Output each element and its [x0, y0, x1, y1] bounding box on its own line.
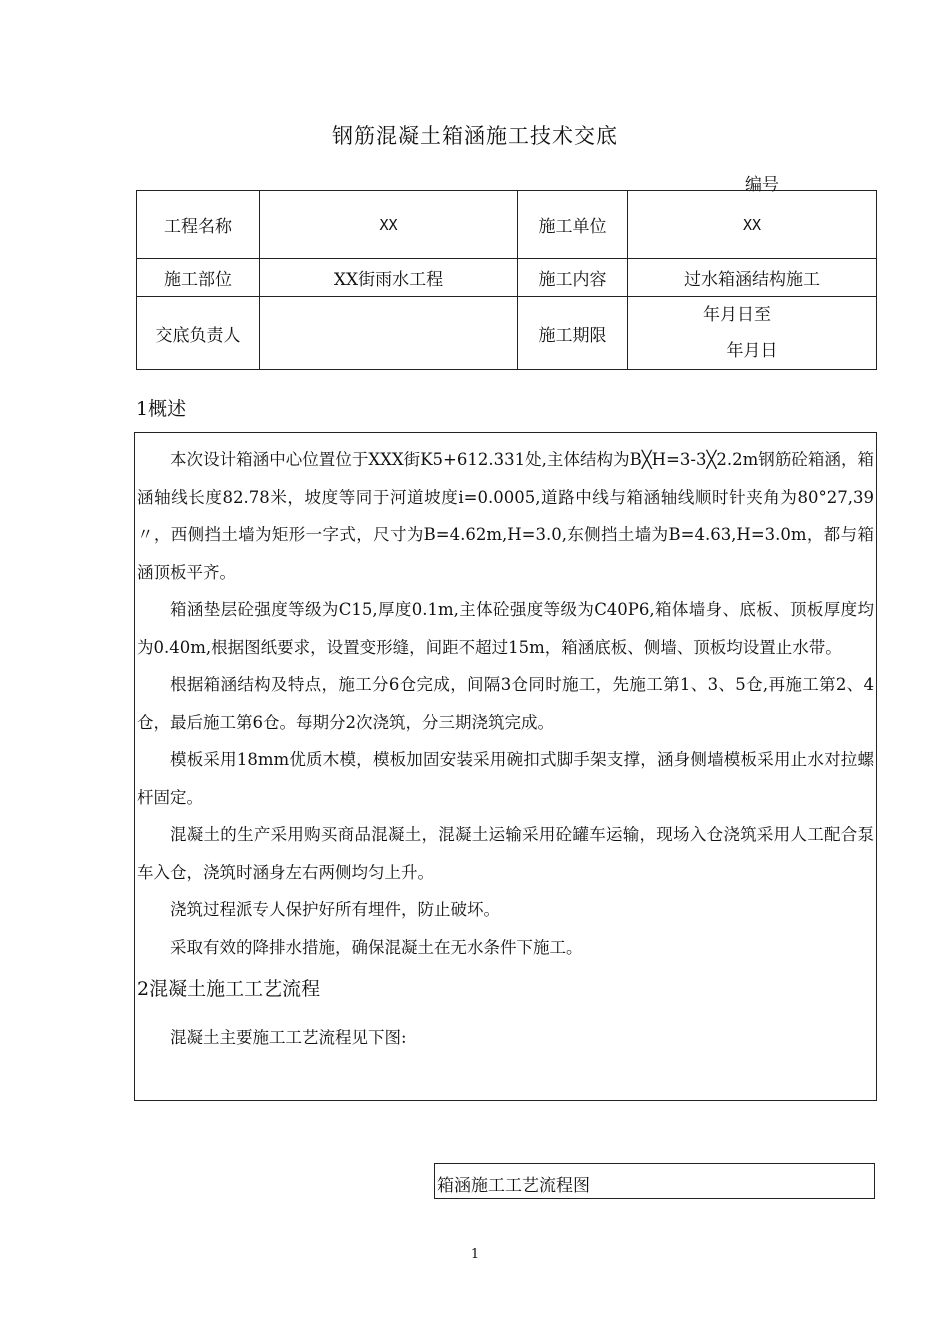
construction-location-value: XX街雨水工程	[260, 259, 518, 297]
construction-unit-value: XX	[628, 191, 877, 259]
document-number-label: 编号	[745, 175, 779, 195]
table-row	[137, 259, 877, 297]
overview-paragraph-4: 模板采用18mm优质木模，模板加固安装采用碗扣式脚手架支撑，涵身侧墙模板采用止水对拉螺杆固定。	[137, 750, 874, 807]
overview-paragraph-6: 浇筑过程派专人保护好所有埋件，防止破坏。	[170, 900, 500, 919]
section1-heading: 1概述	[136, 398, 187, 420]
briefing-person-label: 交底负责人	[137, 297, 260, 370]
construction-period-label: 施工期限	[518, 297, 628, 370]
project-name-value: XX	[260, 191, 518, 259]
construction-period-end: 年月日	[726, 341, 778, 361]
overview-paragraph-7: 采取有效的降排水措施，确保混凝土在无水条件下施工。	[170, 937, 583, 957]
table-row	[137, 191, 877, 259]
section2-intro: 混凝土主要施工工艺流程见下图:	[170, 1028, 407, 1047]
construction-content-value: 过水箱涵结构施工	[628, 259, 877, 297]
construction-period-start: 年月日至	[703, 305, 771, 325]
section2-heading: 2混凝土施工工艺流程	[137, 978, 321, 1000]
construction-content-label: 施工内容	[518, 259, 628, 297]
content-box	[134, 432, 877, 1101]
page-number: 1	[470, 1247, 480, 1262]
project-info-table	[136, 190, 877, 370]
flowchart-caption-box	[434, 1163, 875, 1199]
construction-location-label: 施工部位	[137, 259, 260, 297]
overview-paragraph-1: 本次设计箱涵中心位置位于XXX街K5+612.331处,主体结构为B╳H=3-3╳2.2m钢筋砼箱涵，箱涵轴线长度82.78米，坡度等同于河道坡度i=0.0005,道路中线与箱涵轴线顺时针夹角为80°27,39〃，西侧挡土墙为矩形一字式，尺寸为B=4.62m,H=3.0,东侧挡土墙为B=4.63,H=3.0m，都与箱涵顶板平齐。	[137, 450, 874, 582]
briefing-person-value	[260, 297, 518, 370]
construction-period-value	[628, 297, 877, 370]
overview-paragraph-5: 混凝土的生产采用购买商品混凝土，混凝土运输采用砼罐车运输，现场入仓浇筑采用人工配合泵车入仓，浇筑时涵身左右两侧均匀上升。	[137, 825, 874, 882]
overview-paragraph-3: 根据箱涵结构及特点，施工分6仓完成，间隔3仓同时施工，先施工第1、3、5仓,再施工第2、4仓，最后施工第6仓。每期分2次浇筑，分三期浇筑完成。	[137, 675, 874, 732]
table-row	[137, 297, 877, 370]
project-name-label: 工程名称	[137, 191, 260, 259]
document-title: 钢筋混凝土箱涵施工技术交底	[332, 124, 618, 148]
flowchart-caption: 箱涵施工工艺流程图	[437, 1176, 590, 1196]
construction-unit-label: 施工单位	[518, 191, 628, 259]
overview-paragraph-2: 箱涵垫层砼强度等级为C15,厚度0.1m,主体砼强度等级为C40P6,箱体墙身、底板、顶板厚度均为0.40m,根据图纸要求，设置变形缝，间距不超过15m，箱涵底板、侧墙、顶板均设置止水带。	[137, 600, 874, 657]
